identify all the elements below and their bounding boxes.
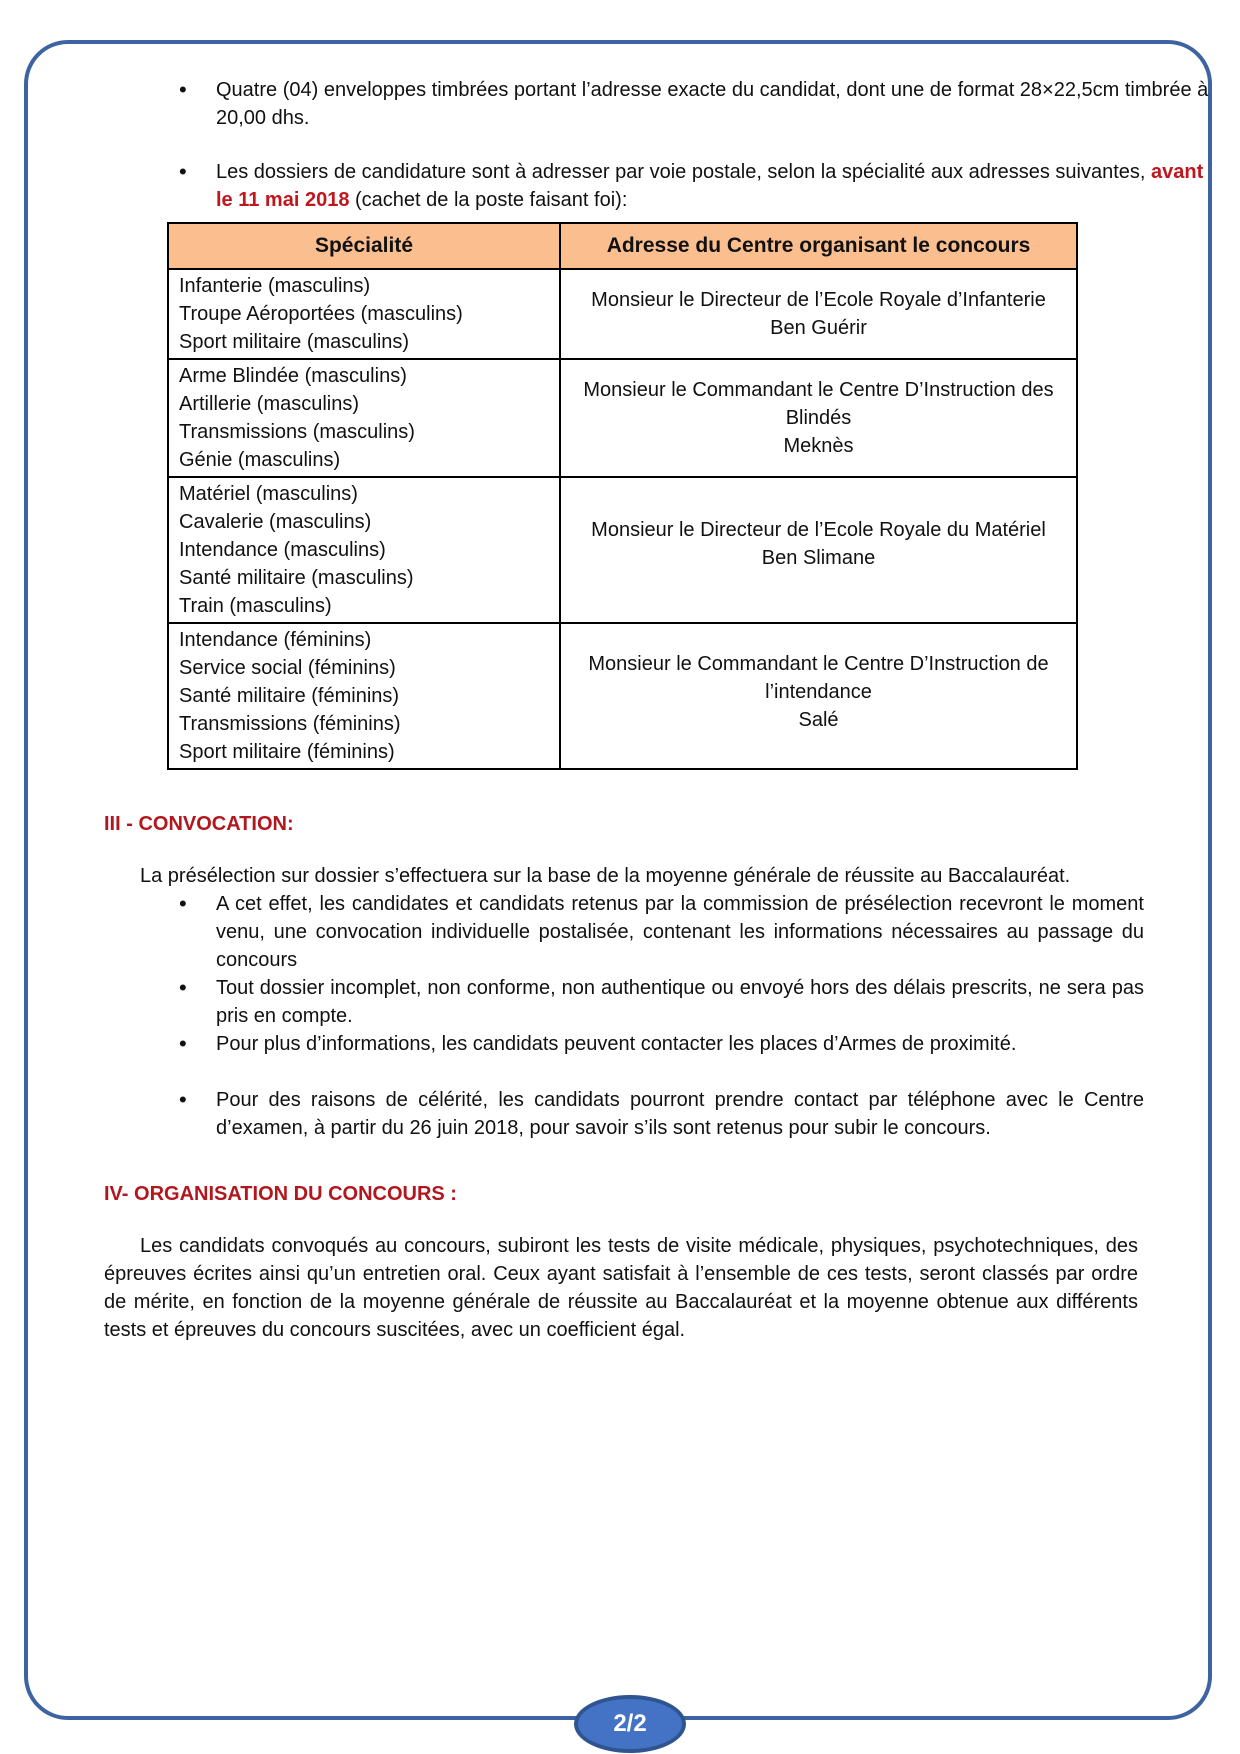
bullet-enveloppes bbox=[104, 76, 1216, 132]
bullet-text: A cet effet, les candidates et candidats retenus par la commission de présélection recevront le moment venu, une convocation individuelle postalisée, contenant les informations nécessaires au passage du concours bbox=[216, 893, 1144, 971]
adresse-line: Ben Slimane bbox=[761, 547, 876, 569]
specialite-cell bbox=[168, 477, 560, 623]
specialite-item: Infanterie (masculins) bbox=[179, 275, 371, 297]
adresse-line: Ben Guérir bbox=[770, 317, 867, 339]
specialite-item: Intendance (féminins) bbox=[179, 629, 372, 651]
table-row bbox=[168, 477, 1077, 623]
section-lead: La présélection sur dossier s’effectuera sur la base de la moyenne générale de réussite au Baccalauréat. bbox=[140, 865, 1071, 887]
specialite-item: Sport militaire (masculins) bbox=[179, 331, 410, 353]
bullet-dossiers bbox=[104, 158, 1216, 214]
section-title: III - CONVOCATION: bbox=[104, 813, 294, 835]
specialite-item: Santé militaire (masculins) bbox=[179, 567, 414, 589]
specialite-item: Troupe Aéroportées (masculins) bbox=[179, 303, 463, 325]
section-text: Les candidats convoqués au concours, subiront les tests de visite médicale, physiques, psychotechniques, des épreuves écrites ainsi qu’un entretien oral. Ceux ayant satisfait à l’ensemble de ces tests, seront classés par ordre de mérite, en fonction de la moyenne générale de réussite au Baccalauréat et la moyenne obtenue aux différents tests et épreuves du concours suscitées, avec un coefficient égal. bbox=[104, 1235, 1138, 1341]
specialite-cell bbox=[168, 359, 560, 477]
bullet-text: Quatre (04) enveloppes timbrées portant l’adresse exacte du candidat, dont une de format 28×22,5cm timbrée à 20,00 dhs. bbox=[216, 79, 1209, 129]
bullet-text: Pour des raisons de célérité, les candidats pourront prendre contact par téléphone avec le Centre d’examen, à partir du 26 juin 2018, pour savoir s’ils sont retenus pour subir le concours. bbox=[216, 1089, 1144, 1139]
bullet-item bbox=[104, 974, 1144, 1030]
specialite-item: Service social (féminins) bbox=[179, 657, 396, 679]
adresse-line: Monsieur le Directeur de l’Ecole Royale d’Infanterie bbox=[591, 289, 1046, 311]
specialite-item: Intendance (masculins) bbox=[179, 539, 386, 561]
specialite-item: Train (masculins) bbox=[179, 595, 332, 617]
deadline-highlight: avant le 11 mai 2018 bbox=[216, 161, 1204, 211]
adresse-cell bbox=[560, 269, 1077, 359]
adresse-line: Monsieur le Directeur de l’Ecole Royale du Matériel bbox=[591, 519, 1046, 541]
bullet-text-pre: Les dossiers de candidature sont à adresser par voie postale, selon la spécialité aux adresses suivantes, bbox=[216, 161, 1151, 183]
address-table bbox=[167, 222, 1078, 770]
table-row bbox=[168, 359, 1077, 477]
specialite-item: Santé militaire (féminins) bbox=[179, 685, 400, 707]
specialite-item: Matériel (masculins) bbox=[179, 483, 358, 505]
specialite-item: Sport militaire (féminins) bbox=[179, 741, 395, 763]
table-row bbox=[168, 623, 1077, 769]
header-adresse: Adresse du Centre organisant le concours bbox=[560, 223, 1077, 269]
bullet-text: Tout dossier incomplet, non conforme, non authentique ou envoyé hors des délais prescrits, ne sera pas pris en compte. bbox=[216, 977, 1144, 1027]
specialite-item: Cavalerie (masculins) bbox=[179, 511, 372, 533]
adresse-line: Monsieur le Commandant le Centre D’Instruction de bbox=[588, 653, 1049, 675]
specialite-item: Génie (masculins) bbox=[179, 449, 341, 471]
convocation-bullets bbox=[104, 890, 1144, 1142]
specialite-item: Transmissions (masculins) bbox=[179, 421, 415, 443]
section-title: IV- ORGANISATION DU CONCOURS : bbox=[104, 1183, 457, 1205]
specialite-item: Transmissions (féminins) bbox=[179, 713, 401, 735]
adresse-cell bbox=[560, 623, 1077, 769]
specialite-item: Arme Blindée (masculins) bbox=[179, 365, 407, 387]
table-header-row bbox=[168, 223, 1077, 269]
adresse-cell bbox=[560, 477, 1077, 623]
specialite-cell bbox=[168, 623, 560, 769]
adresse-cell bbox=[560, 359, 1077, 477]
adresse-line: Monsieur le Commandant le Centre D’Instruction des bbox=[583, 379, 1054, 401]
header-specialite: Spécialité bbox=[168, 223, 560, 269]
specialite-item: Artillerie (masculins) bbox=[179, 393, 360, 415]
adresse-line: Salé bbox=[798, 709, 839, 731]
adresse-line: Blindés bbox=[785, 407, 852, 429]
specialite-cell bbox=[168, 269, 560, 359]
adresse-line: l’intendance bbox=[765, 681, 872, 703]
page-number-badge: 2/2 bbox=[574, 1695, 686, 1753]
bullet-text-post: (cachet de la poste faisant foi): bbox=[349, 189, 628, 211]
adresse-line: Meknès bbox=[783, 435, 854, 457]
section-organisation bbox=[104, 1180, 1144, 1344]
document-body bbox=[104, 76, 1209, 770]
intro-bullets bbox=[104, 76, 1209, 214]
section-convocation bbox=[104, 810, 1144, 1142]
bullet-text: Pour plus d’informations, les candidats peuvent contacter les places d’Armes de proximité. bbox=[216, 1033, 1017, 1055]
bullet-item bbox=[104, 1086, 1144, 1142]
bullet-item bbox=[104, 1030, 1144, 1058]
table-row bbox=[168, 269, 1077, 359]
bullet-item bbox=[104, 890, 1144, 974]
